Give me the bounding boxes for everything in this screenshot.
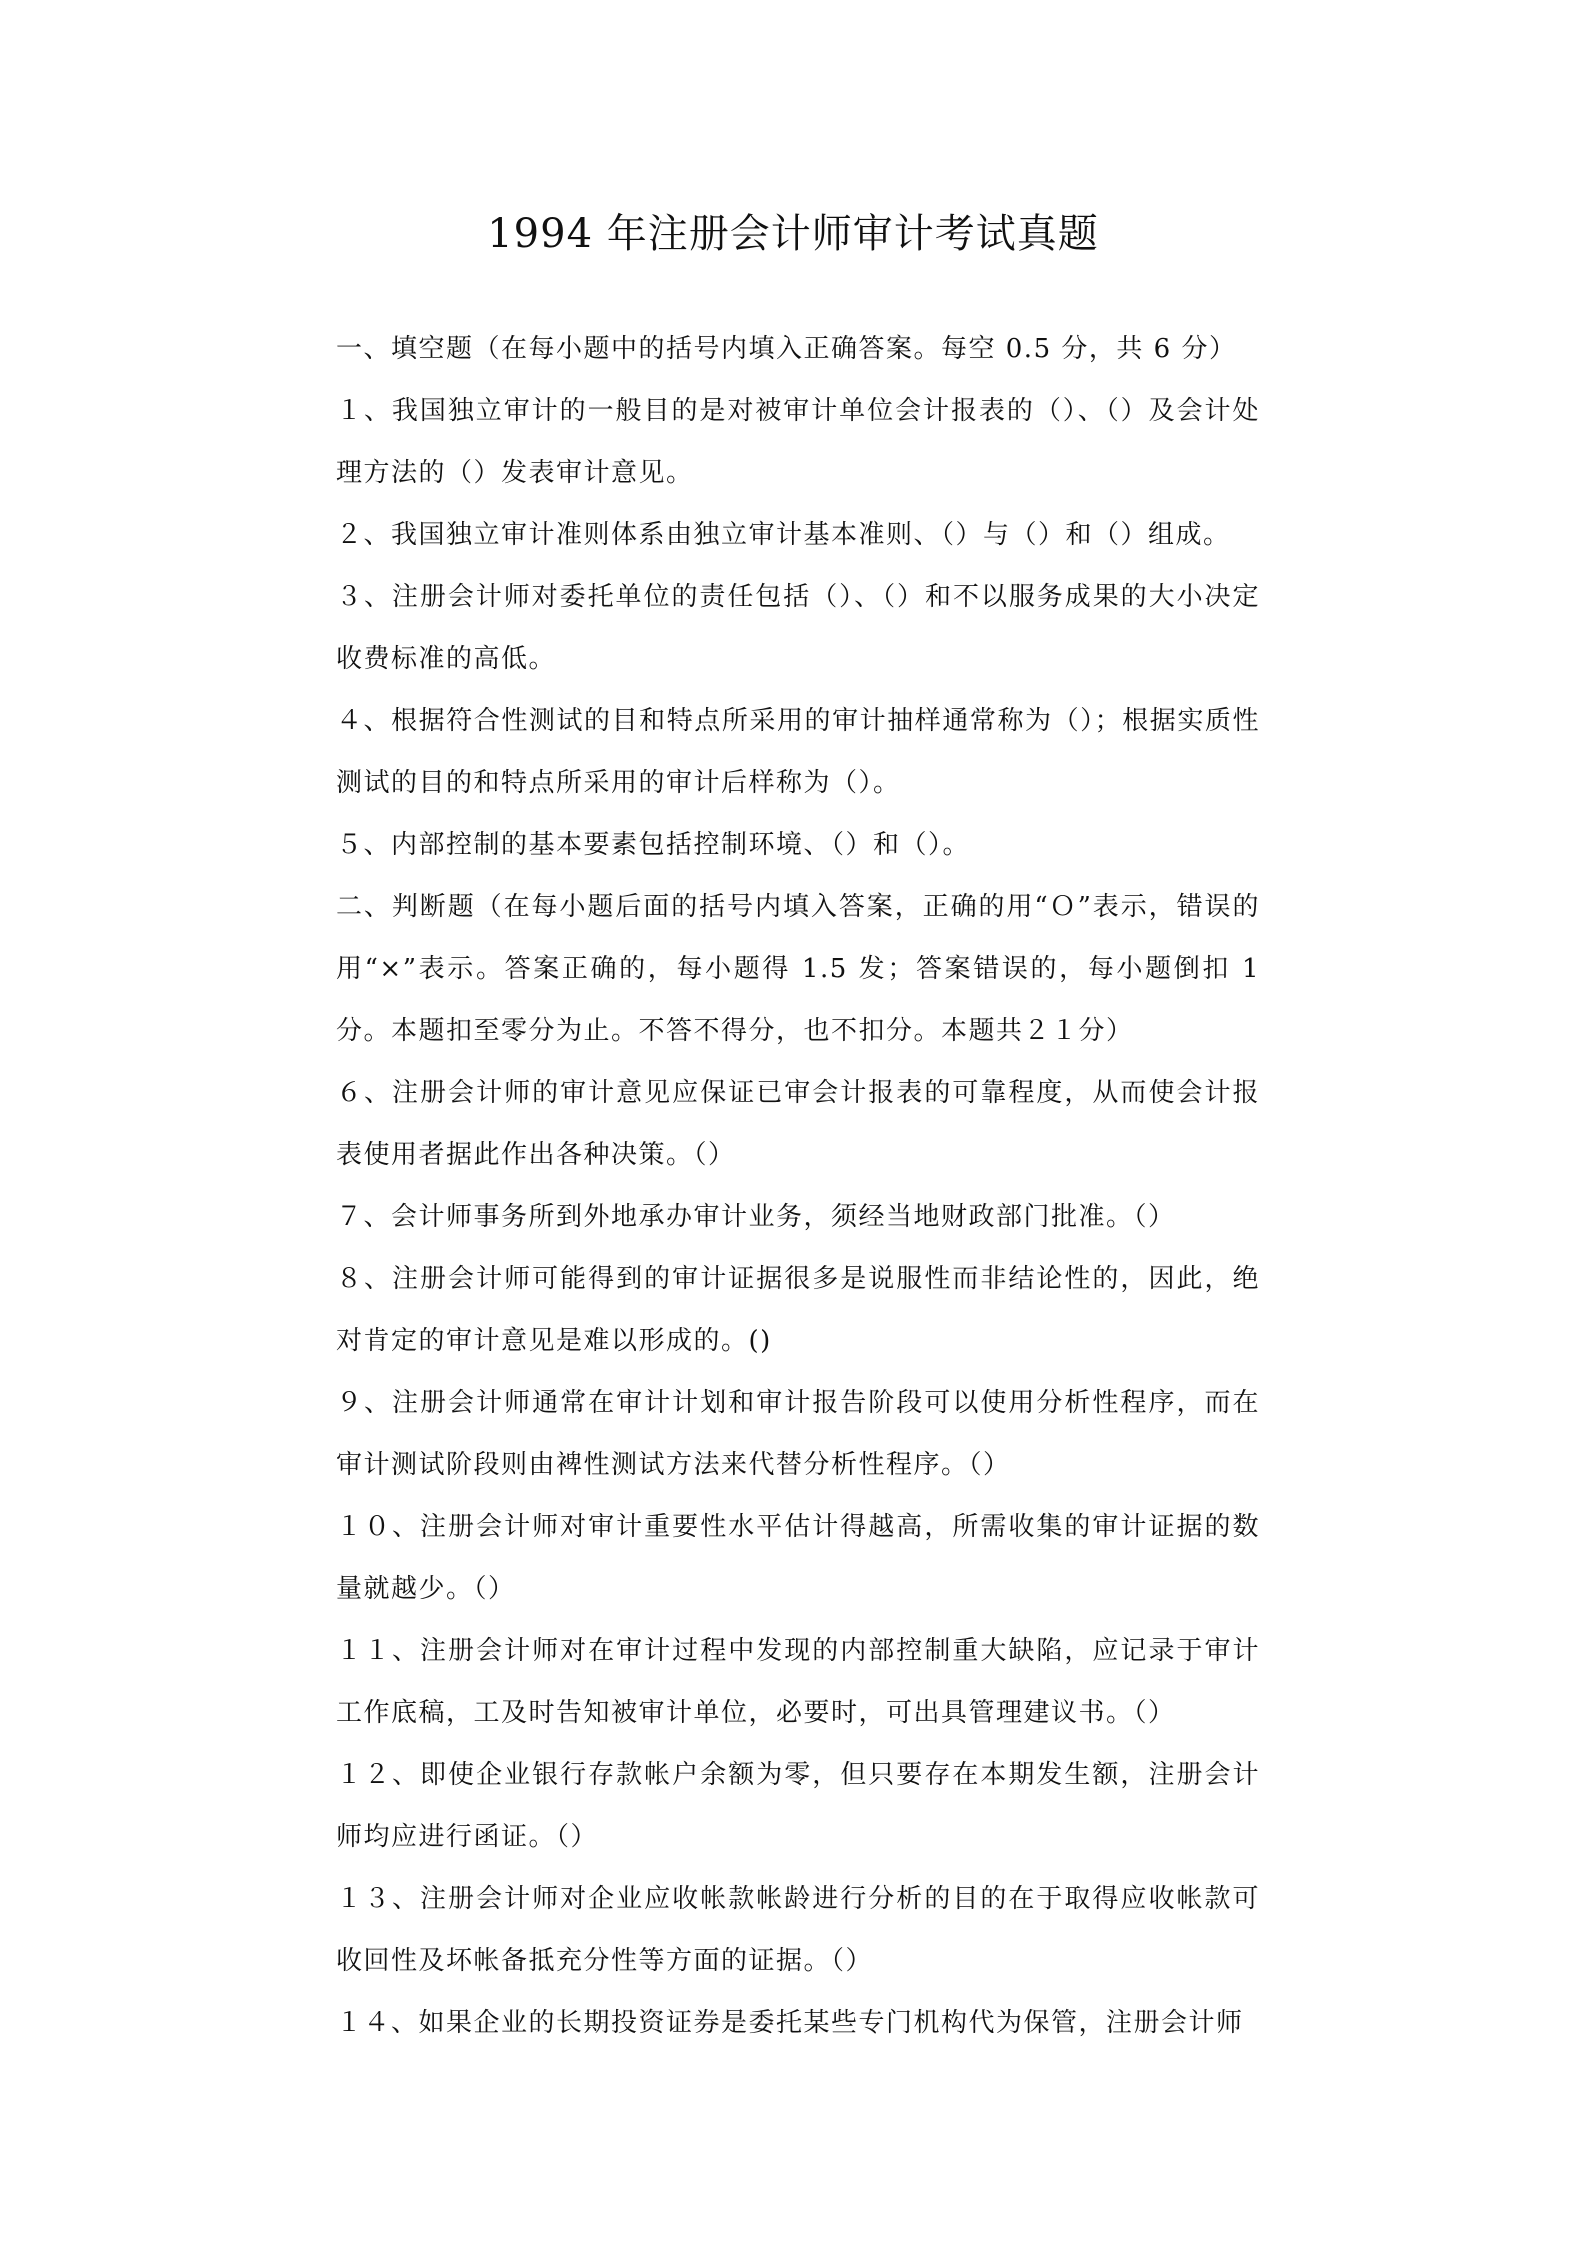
question-6: ６、注册会计师的审计意见应保证已审会计报表的可靠程度，从而使会计报表使用者据此作出各种决策。（）: [336, 1078, 1260, 1170]
section-heading-true-false: 二、判断题（在每小题后面的括号内填入答案，正确的用“Ｏ”表示，错误的用“×”表示。答案正确的，每小题得 1.5 发；答案错误的，每小题倒扣 1 分。本题扣至零分为止。不答不得分，也不扣分。本题共２１分）: [336, 892, 1260, 1046]
question-14: １４、如果企业的长期投资证券是委托某些专门机构代为保管，注册会计师: [336, 2008, 1244, 2038]
document-body: [336, 318, 1260, 2054]
question-13: １３、注册会计师对企业应收帐款帐龄进行分析的目的在于取得应收帐款可收回性及坏帐备抵充分性等方面的证据。（）: [336, 1884, 1260, 1976]
document-title: 1994 年注册会计师审计考试真题: [487, 211, 1099, 257]
question-9: ９、注册会计师通常在审计计划和审计报告阶段可以使用分析性程序，而在审计测试阶段则由裨性测试方法来代替分析性程序。（）: [336, 1388, 1260, 1480]
question-7: ７、会计师事务所到外地承办审计业务，须经当地财政部门批准。（）: [336, 1202, 1176, 1232]
question-11: １１、注册会计师对在审计过程中发现的内部控制重大缺陷，应记录于审计工作底稿，工及时告知被审计单位，必要时，可出具管理建议书。（）: [336, 1636, 1260, 1728]
question-12: １２、即使企业银行存款帐户余额为零，但只要存在本期发生额，注册会计师均应进行函证。（）: [336, 1760, 1260, 1852]
question-4: ４、根据符合性测试的目和特点所采用的审计抽样通常称为（）；根据实质性测试的目的和特点所采用的审计后样称为（）。: [336, 706, 1260, 798]
question-8: ８、注册会计师可能得到的审计证据很多是说服性而非结论性的，因此，绝对肯定的审计意见是难以形成的。(): [336, 1264, 1260, 1356]
question-3: ３、注册会计师对委托单位的责任包括（）、（）和不以服务成果的大小决定收费标准的高低。: [336, 582, 1260, 674]
question-2: ２、我国独立审计准则体系由独立审计基本准则、（）与（）和（）组成。: [336, 520, 1231, 550]
question-5: ５、内部控制的基本要素包括控制环境、（）和（）。: [336, 830, 971, 860]
question-1: １、我国独立审计的一般目的是对被审计单位会计报表的（）、（）及会计处理方法的（）发表审计意见。: [336, 396, 1260, 488]
question-10: １０、注册会计师对审计重要性水平估计得越高，所需收集的审计证据的数量就越少。（）: [336, 1512, 1260, 1604]
section-heading-fill-in: 一、填空题（在每小题中的括号内填入正确答案。每空 0.5 分，共 6 分）: [336, 334, 1237, 364]
